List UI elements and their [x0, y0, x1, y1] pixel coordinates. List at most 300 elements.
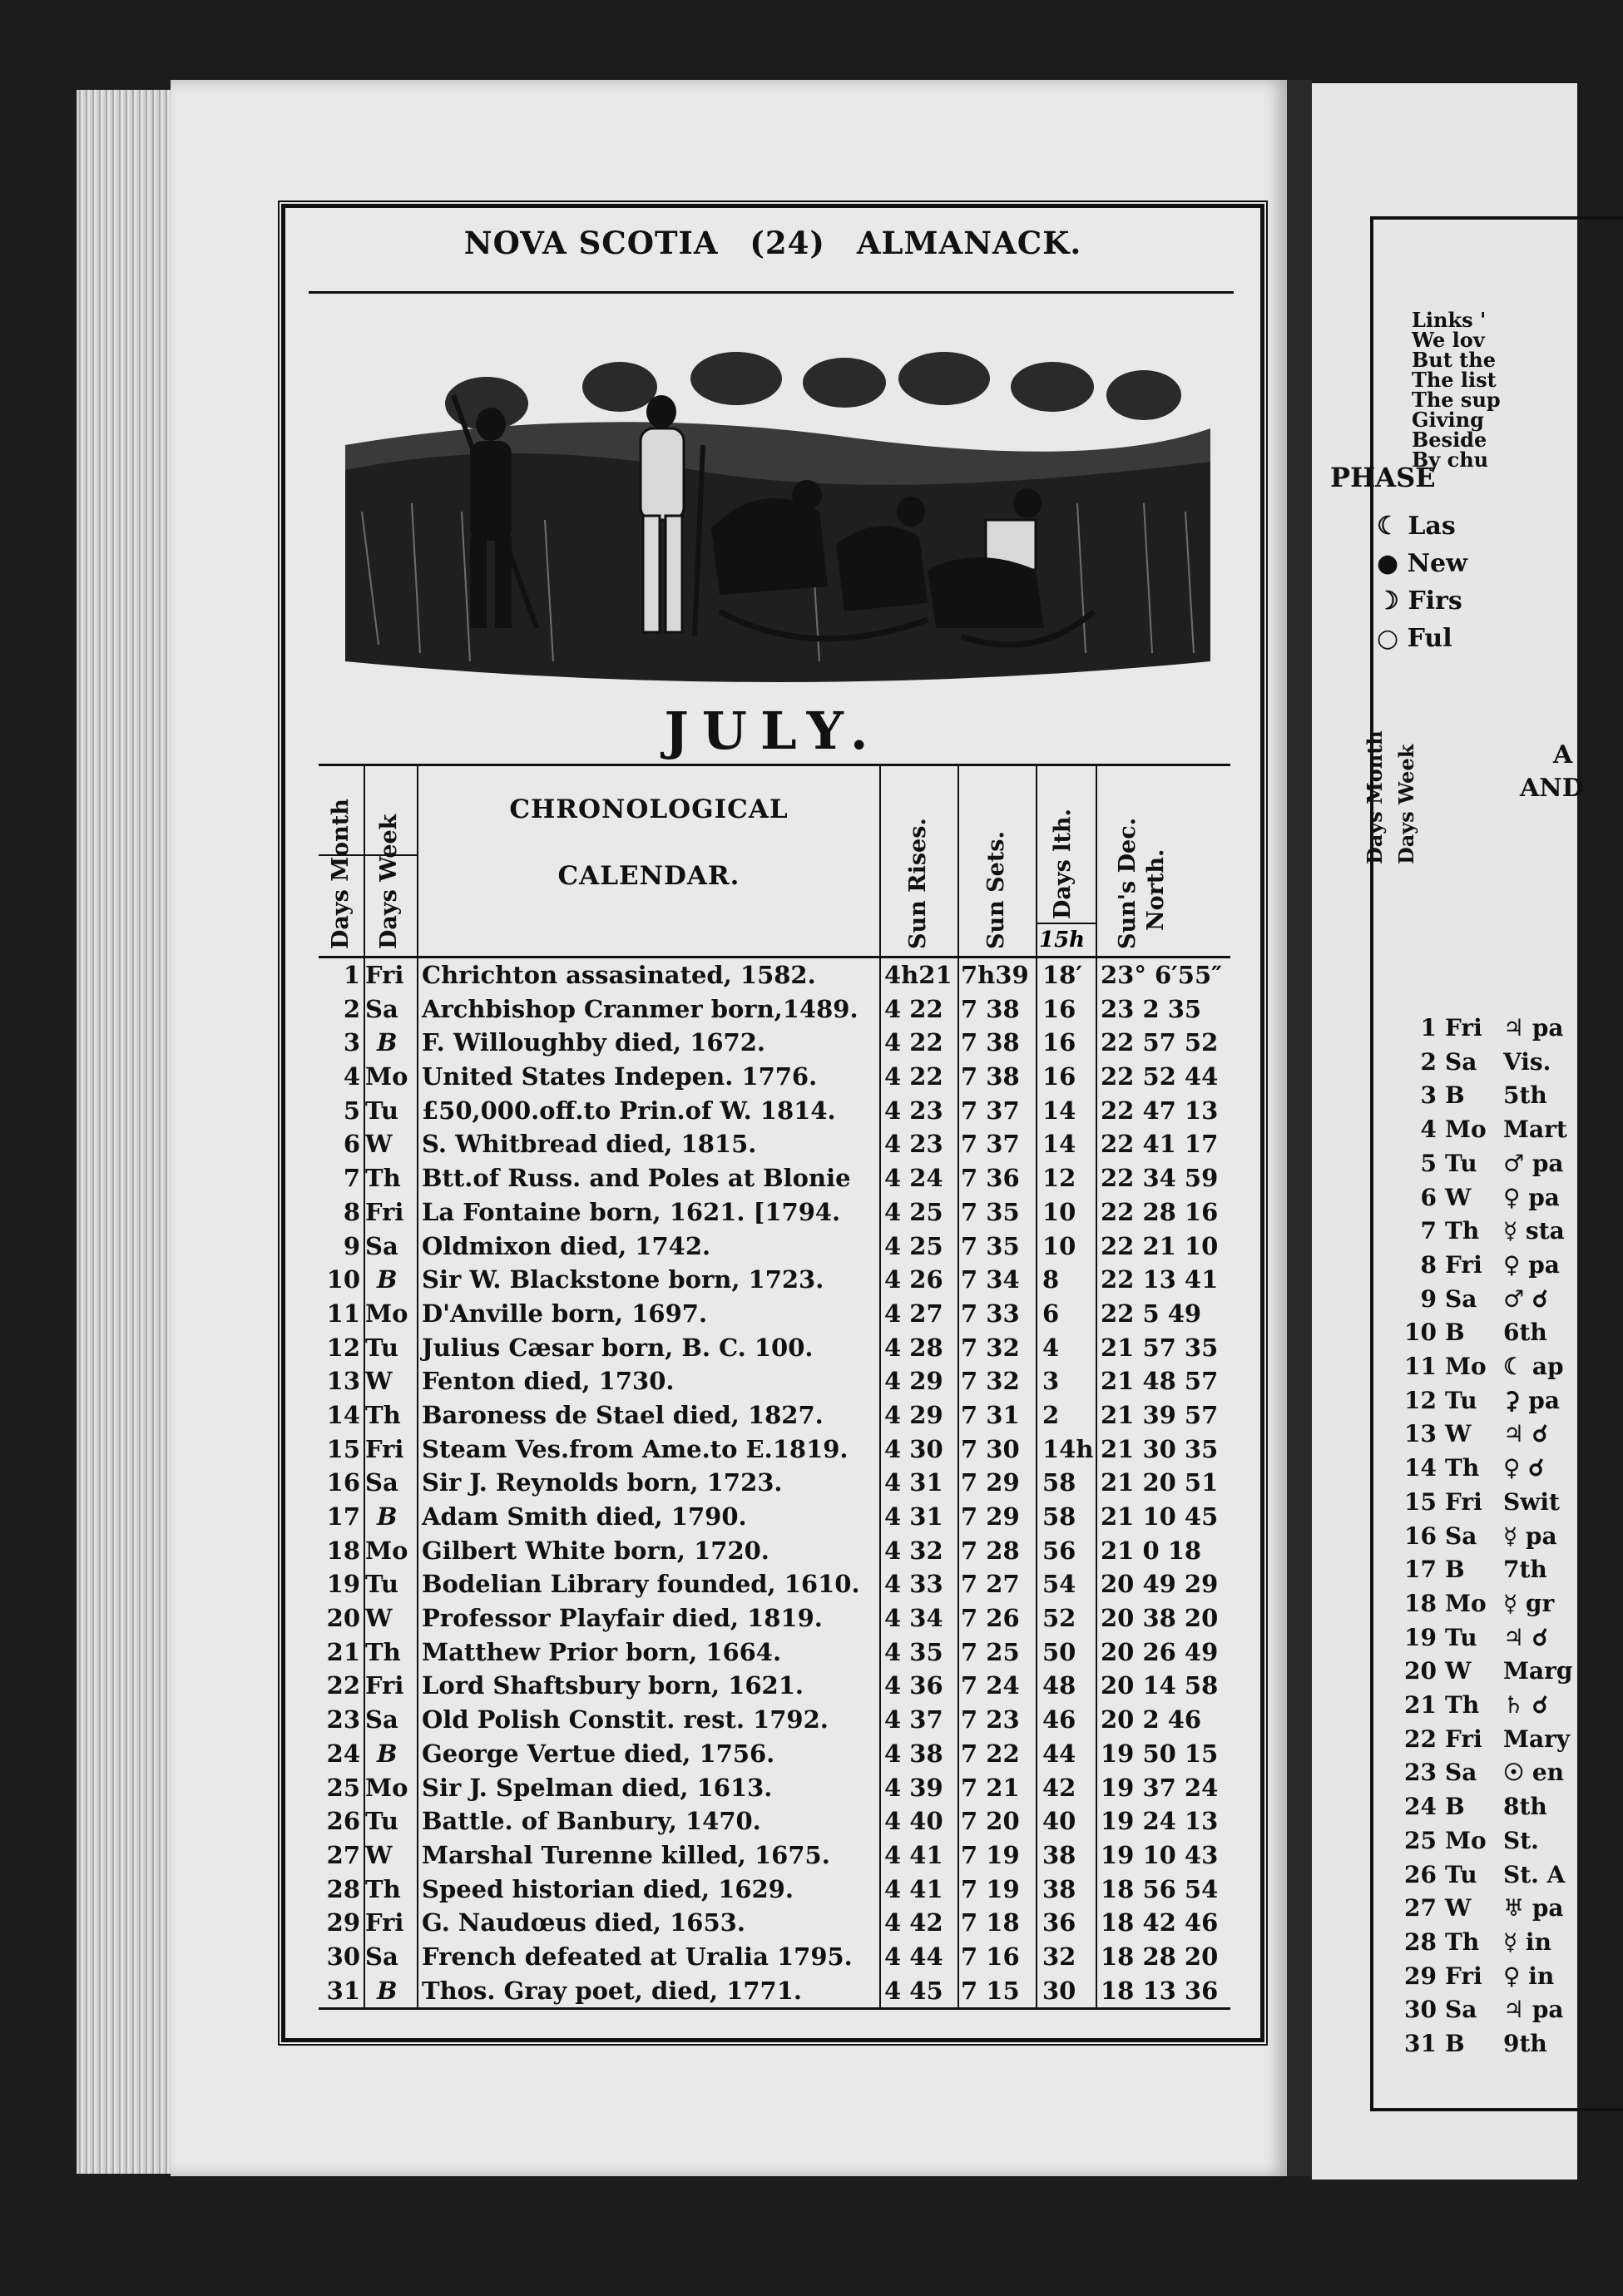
- days-length-cell: 32: [1042, 1942, 1076, 1971]
- days-length-cell: 44: [1042, 1739, 1076, 1768]
- right-event: ♃ ☌: [1503, 1623, 1548, 1651]
- right-day-of-month: 19: [1404, 1623, 1437, 1651]
- right-day-of-week: W: [1445, 1894, 1472, 1922]
- right-event: 9th: [1503, 2030, 1547, 2057]
- sun-declination-cell: 19 10 43: [1101, 1840, 1219, 1869]
- event-cell: Sir W. Blackstone born, 1723.: [422, 1265, 824, 1294]
- event-cell: Thos. Gray poet, died, 1771.: [422, 1976, 802, 2005]
- header-rule: [309, 291, 1234, 294]
- right-event: Mary: [1503, 1724, 1571, 1753]
- day-of-week-cell: B: [377, 1265, 398, 1294]
- day-of-month-cell: 30: [326, 1942, 360, 1971]
- table-row: [319, 1263, 1230, 1297]
- right-day-of-week: Sa: [1445, 1522, 1477, 1550]
- days-length-cell: 58: [1042, 1502, 1076, 1531]
- right-event: ♀ ☌: [1503, 1454, 1545, 1482]
- day-of-week-cell: Fri: [365, 1434, 404, 1463]
- right-day-of-month: 25: [1404, 1826, 1437, 1854]
- day-of-month-cell: 1: [343, 961, 360, 989]
- sun-declination-cell: 18 56 54: [1101, 1874, 1219, 1903]
- right-day-of-week: B: [1445, 1793, 1465, 1821]
- event-cell: £50,000.off.to Prin.of W. 1814.: [422, 1096, 836, 1125]
- event-cell: La Fontaine born, 1621. [1794.: [422, 1197, 841, 1226]
- right-event: 6th: [1503, 1319, 1547, 1347]
- day-of-month-cell: 26: [326, 1807, 360, 1836]
- right-day-of-week: Fri: [1445, 1487, 1482, 1516]
- event-cell: Julius Cæsar born, B. C. 100.: [422, 1333, 814, 1362]
- day-of-week-cell: Tu: [365, 1807, 399, 1836]
- sun-declination-cell: 21 30 35: [1101, 1434, 1219, 1463]
- sun-sets-cell: 7 33: [961, 1299, 1020, 1328]
- right-day-of-month: 1: [1420, 1014, 1437, 1042]
- right-event: ☿ pa: [1503, 1522, 1557, 1550]
- sun-sets-cell: 7 37: [961, 1096, 1020, 1125]
- day-of-month-cell: 13: [326, 1367, 360, 1396]
- verse-line: Giving: [1412, 408, 1484, 432]
- event-cell: French defeated at Uralia 1795.: [422, 1942, 853, 1971]
- sun-sets-cell: 7 26: [961, 1604, 1020, 1633]
- right-event: ☉ en: [1503, 1759, 1565, 1787]
- event-cell: Adam Smith died, 1790.: [422, 1502, 747, 1531]
- sun-rises-cell: 4 28: [884, 1333, 943, 1362]
- sun-rises-cell: 4 45: [884, 1976, 943, 2005]
- right-event: ♅ pa: [1503, 1894, 1564, 1922]
- sun-rises-cell: 4 41: [884, 1840, 943, 1869]
- table-header: [319, 764, 1230, 958]
- days-length-cell: 36: [1042, 1908, 1076, 1937]
- table-row: [319, 1669, 1230, 1703]
- day-of-month-cell: 22: [326, 1671, 360, 1700]
- col-days-month-label: Days Month: [328, 799, 354, 949]
- verse-line: By chu: [1412, 448, 1489, 472]
- sun-declination-cell: 22 47 13: [1101, 1096, 1219, 1125]
- right-day-of-week: W: [1445, 1420, 1472, 1448]
- day-of-month-cell: 23: [326, 1705, 360, 1734]
- right-event: ♀ pa: [1503, 1183, 1560, 1211]
- table-row: [319, 1094, 1230, 1128]
- table-row: [319, 1127, 1230, 1161]
- days-length-cell: 18′: [1042, 961, 1083, 989]
- left-page: [171, 80, 1287, 2176]
- right-day-of-month: 26: [1404, 1860, 1437, 1888]
- page-edges: [77, 90, 176, 2174]
- right-day-of-week: Tu: [1445, 1623, 1477, 1651]
- phase-item: ○ Ful: [1377, 624, 1452, 653]
- event-cell: Oldmixon died, 1742.: [422, 1231, 711, 1260]
- table-row: [319, 1804, 1230, 1838]
- sun-rises-cell: 4 25: [884, 1231, 943, 1260]
- sun-sets-cell: 7 18: [961, 1908, 1020, 1937]
- sun-sets-cell: 7 34: [961, 1265, 1020, 1294]
- table-row: [319, 1940, 1230, 1974]
- right-page: [1312, 83, 1584, 2180]
- right-day-of-week: Fri: [1445, 1724, 1482, 1753]
- table-row: [319, 1195, 1230, 1230]
- sun-sets-cell: 7 28: [961, 1536, 1020, 1565]
- verse-line: Beside: [1412, 428, 1487, 452]
- day-of-week-cell: Fri: [365, 1908, 404, 1937]
- sun-declination-cell: 22 57 52: [1101, 1028, 1219, 1057]
- sun-rises-cell: 4 39: [884, 1773, 943, 1802]
- sun-sets-cell: 7 27: [961, 1570, 1020, 1599]
- sun-rises-cell: 4 31: [884, 1468, 943, 1497]
- right-day-of-week: Th: [1445, 1691, 1480, 1719]
- header-days-rule: [319, 854, 417, 856]
- right-col-days-month: Days Month: [1363, 730, 1387, 864]
- right-day-of-week: Sa: [1445, 1047, 1477, 1076]
- day-of-week-cell: Fri: [365, 1197, 404, 1226]
- days-length-cell: 14: [1042, 1130, 1076, 1159]
- sun-declination-cell: 23° 6′55″: [1101, 961, 1223, 989]
- right-event: ♂ ☌: [1503, 1284, 1548, 1313]
- sun-declination-cell: 22 21 10: [1101, 1231, 1219, 1260]
- sun-rises-cell: 4 31: [884, 1502, 943, 1531]
- day-of-week-cell: W: [365, 1604, 393, 1633]
- sun-sets-cell: 7 35: [961, 1197, 1020, 1226]
- days-length-cell: 3: [1042, 1367, 1060, 1396]
- right-event: ☾ ap: [1503, 1353, 1564, 1380]
- table-row: [319, 1230, 1230, 1264]
- right-day-of-week: B: [1445, 1319, 1465, 1347]
- col-sun-sets: [957, 766, 1037, 956]
- table-row: [319, 1635, 1230, 1670]
- right-day-of-week: Th: [1445, 1454, 1480, 1482]
- day-of-week-cell: Sa: [365, 1468, 398, 1497]
- day-of-month-cell: 4: [343, 1062, 360, 1091]
- col-days-month: [319, 766, 365, 956]
- right-day-of-week: B: [1445, 1556, 1465, 1584]
- sun-sets-cell: 7 38: [961, 1028, 1020, 1057]
- right-event: ☿ gr: [1503, 1589, 1555, 1617]
- right-day-of-week: Th: [1445, 1217, 1480, 1245]
- day-of-month-cell: 24: [326, 1739, 360, 1768]
- sun-declination-cell: 21 0 18: [1101, 1536, 1202, 1565]
- sun-sets-cell: 7 38: [961, 994, 1020, 1023]
- sun-declination-cell: 20 38 20: [1101, 1604, 1219, 1633]
- right-day-of-week: Mo: [1445, 1116, 1487, 1144]
- sun-declination-cell: 23 2 35: [1101, 994, 1202, 1023]
- days-length-cell: 16: [1042, 1028, 1076, 1057]
- right-day-of-week: Sa: [1445, 1759, 1477, 1787]
- right-day-of-month: 11: [1404, 1353, 1437, 1380]
- sun-declination-cell: 19 37 24: [1101, 1773, 1219, 1802]
- right-day-of-week: Fri: [1445, 1014, 1482, 1042]
- table-row: [319, 1026, 1230, 1060]
- day-of-week-cell: W: [365, 1840, 393, 1869]
- day-of-week-cell: Sa: [365, 1942, 398, 1971]
- day-of-week-cell: B: [377, 1976, 398, 2005]
- event-cell: Btt.of Russ. and Poles at Blonie: [422, 1164, 851, 1193]
- right-event: ♃ pa: [1503, 1996, 1564, 2024]
- phases-title: PHASE: [1330, 462, 1436, 493]
- right-day-of-week: Sa: [1445, 1284, 1477, 1313]
- day-of-week-cell: W: [365, 1367, 393, 1396]
- sun-declination-cell: 22 52 44: [1101, 1062, 1219, 1091]
- table-row: [319, 1703, 1230, 1737]
- right-day-of-month: 10: [1404, 1319, 1437, 1347]
- sun-rises-cell: 4 25: [884, 1197, 943, 1226]
- right-day-of-month: 15: [1404, 1487, 1437, 1516]
- sun-declination-cell: 21 39 57: [1101, 1400, 1219, 1429]
- sun-rises-cell: 4 29: [884, 1367, 943, 1396]
- event-cell: United States Indepen. 1776.: [422, 1062, 818, 1091]
- day-of-week-cell: Fri: [365, 1671, 404, 1700]
- sun-sets-cell: 7 22: [961, 1739, 1020, 1768]
- table-row: [319, 992, 1230, 1027]
- header-title-right: ALMANACK.: [856, 225, 1082, 261]
- sun-sets-cell: 7 29: [961, 1502, 1020, 1531]
- event-cell: Steam Ves.from Ame.to E.1819.: [422, 1434, 849, 1463]
- right-event: 8th: [1503, 1793, 1547, 1821]
- sun-rises-cell: 4 41: [884, 1874, 943, 1903]
- event-cell: D'Anville born, 1697.: [422, 1299, 708, 1328]
- day-of-month-cell: 10: [326, 1265, 360, 1294]
- right-day-of-month: 14: [1404, 1454, 1437, 1482]
- day-of-week-cell: Fri: [365, 961, 404, 989]
- day-of-month-cell: 21: [326, 1637, 360, 1666]
- sun-rises-cell: 4 26: [884, 1265, 943, 1294]
- right-day-of-week: W: [1445, 1183, 1472, 1211]
- sun-rises-cell: 4 22: [884, 1062, 943, 1091]
- sun-declination-cell: 19 50 15: [1101, 1739, 1219, 1768]
- sun-rises-cell: 4 22: [884, 994, 943, 1023]
- table-bottom-rule: [319, 2007, 1230, 2010]
- days-length-sub-rule: [1036, 923, 1096, 924]
- sun-declination-cell: 21 20 51: [1101, 1468, 1219, 1497]
- sun-rises-cell: 4 36: [884, 1671, 943, 1700]
- sun-sets-cell: 7 32: [961, 1333, 1020, 1362]
- event-cell: Gilbert White born, 1720.: [422, 1536, 769, 1565]
- days-length-cell: 2: [1042, 1400, 1060, 1429]
- day-of-month-cell: 31: [326, 1976, 360, 2005]
- right-event: Mart: [1503, 1116, 1567, 1144]
- days-length-cell: 4: [1042, 1333, 1060, 1362]
- col-days-week-label: Days Week: [376, 814, 402, 949]
- col-chronological-line2: CALENDAR.: [557, 861, 740, 891]
- right-day-of-week: Fri: [1445, 1250, 1482, 1279]
- day-of-week-cell: Th: [365, 1874, 401, 1903]
- right-event: ♀ pa: [1503, 1250, 1560, 1279]
- days-length-cell: 38: [1042, 1874, 1076, 1903]
- right-event: Marg: [1503, 1657, 1573, 1685]
- event-cell: S. Whitbread died, 1815.: [422, 1130, 757, 1159]
- sun-sets-cell: 7h39: [961, 961, 1029, 989]
- sun-sets-cell: 7 21: [961, 1773, 1020, 1802]
- day-of-week-cell: Th: [365, 1637, 401, 1666]
- calendar-table: [319, 764, 1230, 2010]
- table-row: [319, 1567, 1230, 1601]
- days-length-cell: 42: [1042, 1773, 1076, 1802]
- right-day-of-month: 18: [1404, 1589, 1437, 1617]
- event-cell: Sir J. Reynolds born, 1723.: [422, 1468, 783, 1497]
- day-of-month-cell: 20: [326, 1604, 360, 1633]
- sun-declination-cell: 20 2 46: [1101, 1705, 1202, 1734]
- col-days-week: [364, 766, 418, 956]
- days-length-cell: 50: [1042, 1637, 1076, 1666]
- day-of-month-cell: 28: [326, 1874, 360, 1903]
- right-day-of-month: 17: [1404, 1556, 1437, 1584]
- event-cell: Matthew Prior born, 1664.: [422, 1637, 782, 1666]
- sun-declination-cell: 22 41 17: [1101, 1130, 1219, 1159]
- right-day-of-month: 13: [1404, 1420, 1437, 1448]
- sun-rises-cell: 4 32: [884, 1536, 943, 1565]
- book-gutter: [1287, 80, 1312, 2176]
- days-length-cell: 52: [1042, 1604, 1076, 1633]
- col-chronological: [418, 766, 881, 956]
- right-day-of-month: 16: [1404, 1522, 1437, 1550]
- sun-sets-cell: 7 19: [961, 1840, 1020, 1869]
- day-of-month-cell: 27: [326, 1840, 360, 1869]
- col-days-length-label: Days lth.: [1050, 809, 1076, 919]
- event-cell: Battle. of Banbury, 1470.: [422, 1807, 761, 1836]
- table-row: [319, 1737, 1230, 1771]
- table-row: [319, 1534, 1230, 1568]
- table-row: [319, 1161, 1230, 1195]
- day-of-week-cell: Tu: [365, 1333, 399, 1362]
- right-day-of-month: 12: [1404, 1386, 1437, 1414]
- day-of-month-cell: 15: [326, 1434, 360, 1463]
- sun-sets-cell: 7 15: [961, 1976, 1020, 2005]
- right-event: ♂ pa: [1503, 1149, 1564, 1177]
- right-day-of-month: 29: [1404, 1962, 1437, 1990]
- event-cell: Speed historian died, 1629.: [422, 1874, 794, 1903]
- sun-declination-cell: 22 28 16: [1101, 1197, 1219, 1226]
- event-cell: Baroness de Stael died, 1827.: [422, 1400, 824, 1429]
- table-row: [319, 1974, 1230, 2008]
- right-event: ♀ in: [1503, 1962, 1555, 1990]
- sun-declination-cell: 22 13 41: [1101, 1265, 1219, 1294]
- right-day-of-month: 24: [1404, 1793, 1437, 1821]
- sun-declination-cell: 20 26 49: [1101, 1637, 1219, 1666]
- sun-rises-cell: 4 24: [884, 1164, 943, 1193]
- day-of-week-cell: Tu: [365, 1570, 399, 1599]
- sun-sets-cell: 7 35: [961, 1231, 1020, 1260]
- days-length-cell: 14h: [1042, 1434, 1094, 1463]
- almanac-frame: [281, 204, 1264, 2042]
- right-day-of-week: Mo: [1445, 1353, 1487, 1380]
- header-page-number: (24): [750, 225, 825, 261]
- day-of-month-cell: 7: [343, 1164, 360, 1193]
- verse-line: Links ': [1412, 308, 1487, 332]
- day-of-month-cell: 12: [326, 1333, 360, 1362]
- day-of-week-cell: Sa: [365, 1705, 398, 1734]
- table-row: [319, 1060, 1230, 1094]
- day-of-month-cell: 8: [343, 1197, 360, 1226]
- day-of-week-cell: Th: [365, 1164, 401, 1193]
- sun-declination-cell: 22 34 59: [1101, 1164, 1219, 1193]
- days-length-cell: 6: [1042, 1299, 1060, 1328]
- right-day-of-month: 23: [1404, 1759, 1437, 1787]
- table-row: [319, 1500, 1230, 1534]
- sun-rises-cell: 4 30: [884, 1434, 943, 1463]
- days-length-cell: 14: [1042, 1096, 1076, 1125]
- sun-sets-cell: 7 24: [961, 1671, 1020, 1700]
- day-of-week-cell: B: [377, 1028, 398, 1057]
- day-of-week-cell: B: [377, 1739, 398, 1768]
- sun-rises-cell: 4 33: [884, 1570, 943, 1599]
- right-day-of-month: 7: [1420, 1217, 1437, 1245]
- sun-sets-cell: 7 20: [961, 1807, 1020, 1836]
- sun-sets-cell: 7 23: [961, 1705, 1020, 1734]
- right-day-of-month: 21: [1404, 1691, 1437, 1719]
- col-chronological-line1: CHRONOLOGICAL: [509, 794, 789, 824]
- sun-declination-cell: 19 24 13: [1101, 1807, 1219, 1836]
- col-days-length: [1036, 766, 1097, 956]
- sun-rises-cell: 4 23: [884, 1130, 943, 1159]
- sun-rises-cell: 4 23: [884, 1096, 943, 1125]
- right-event: ♄ ☌: [1503, 1691, 1548, 1719]
- right-day-of-week: B: [1445, 2030, 1465, 2057]
- day-of-month-cell: 29: [326, 1908, 360, 1937]
- event-cell: Archbishop Cranmer born,1489.: [422, 994, 859, 1023]
- table-row: [319, 1906, 1230, 1940]
- col-sun-dec: [1096, 766, 1230, 956]
- day-of-month-cell: 16: [326, 1468, 360, 1497]
- right-day-of-month: 4: [1420, 1116, 1437, 1144]
- day-of-week-cell: Tu: [365, 1096, 399, 1125]
- day-of-month-cell: 14: [326, 1400, 360, 1429]
- day-of-week-cell: Mo: [365, 1299, 408, 1328]
- right-day-of-month: 8: [1420, 1250, 1437, 1279]
- sun-rises-cell: 4h21: [884, 961, 953, 989]
- right-day-of-month: 2: [1420, 1047, 1437, 1076]
- days-length-cell: 40: [1042, 1807, 1076, 1836]
- right-day-of-week: Sa: [1445, 1996, 1477, 2024]
- sun-declination-cell: 21 48 57: [1101, 1367, 1219, 1396]
- sun-rises-cell: 4 34: [884, 1604, 943, 1633]
- table-row: [319, 1466, 1230, 1500]
- right-event: Swit: [1503, 1487, 1560, 1516]
- right-event: Vis.: [1503, 1047, 1551, 1076]
- sun-rises-cell: 4 22: [884, 1028, 943, 1057]
- col-days-length-sub: 15h: [1039, 928, 1086, 953]
- table-row: [319, 1771, 1230, 1805]
- right-col-days-week: Days Week: [1394, 744, 1418, 864]
- day-of-month-cell: 5: [343, 1096, 360, 1125]
- col-sun-sets-label: Sun Sets.: [983, 831, 1009, 949]
- sun-declination-cell: 21 10 45: [1101, 1502, 1219, 1531]
- days-length-cell: 54: [1042, 1570, 1076, 1599]
- day-of-week-cell: Sa: [365, 994, 398, 1023]
- right-event: St.: [1503, 1826, 1539, 1854]
- table-row: [319, 1398, 1230, 1433]
- col-sun-dec-label: Sun's Dec.: [1115, 817, 1141, 949]
- right-event: ☿ in: [1503, 1927, 1551, 1956]
- sun-declination-cell: 22 5 49: [1101, 1299, 1202, 1328]
- day-of-month-cell: 9: [343, 1231, 360, 1260]
- right-day-of-week: B: [1445, 1081, 1465, 1110]
- month-title: JULY.: [664, 700, 882, 761]
- days-length-cell: 8: [1042, 1265, 1060, 1294]
- day-of-week-cell: Mo: [365, 1062, 408, 1091]
- table-row: [319, 1297, 1230, 1331]
- phase-item: ☾ Las: [1377, 512, 1456, 541]
- col-sun-rises-label: Sun Rises.: [905, 818, 931, 949]
- event-cell: Fenton died, 1730.: [422, 1367, 675, 1396]
- verse-line: But the: [1412, 348, 1496, 372]
- right-day-of-week: Tu: [1445, 1860, 1477, 1888]
- right-event: ♃ pa: [1503, 1014, 1564, 1042]
- sun-sets-cell: 7 29: [961, 1468, 1020, 1497]
- sun-rises-cell: 4 38: [884, 1739, 943, 1768]
- verse-line: We lov: [1412, 328, 1485, 352]
- sun-rises-cell: 4 27: [884, 1299, 943, 1328]
- day-of-month-cell: 6: [343, 1130, 360, 1159]
- event-cell: George Vertue died, 1756.: [422, 1739, 775, 1768]
- day-of-week-cell: Mo: [365, 1773, 408, 1802]
- event-cell: Professor Playfair died, 1819.: [422, 1604, 823, 1633]
- sun-rises-cell: 4 35: [884, 1637, 943, 1666]
